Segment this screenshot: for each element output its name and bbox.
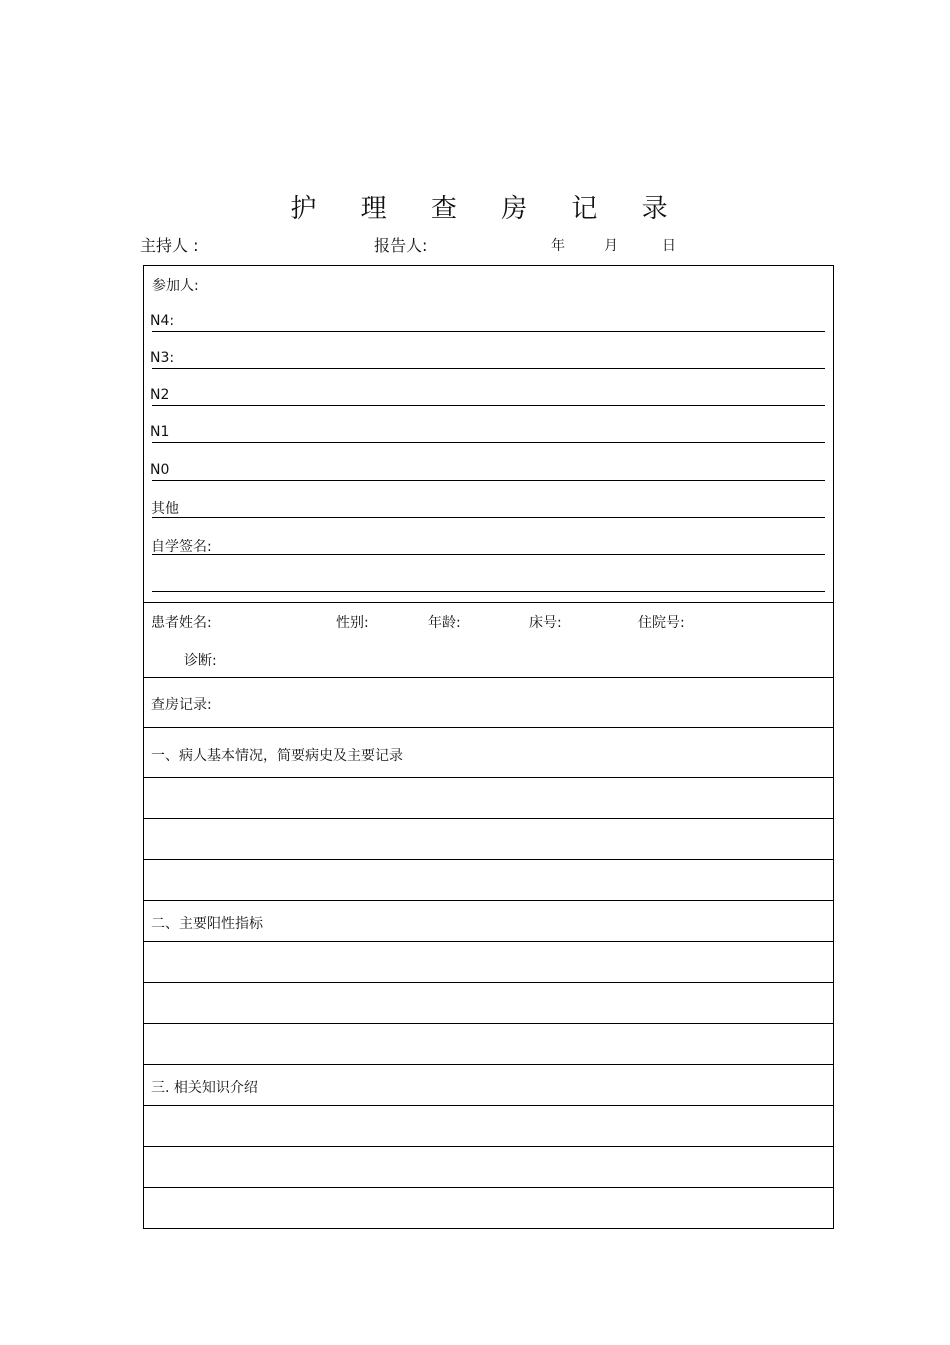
table-row-line [144, 900, 833, 901]
month-label: 月 [604, 238, 618, 254]
rounds-record-label: 查房记录: [151, 697, 212, 713]
reporter-label: 报告人: [374, 236, 428, 255]
admission-number-label: 住院号: [638, 615, 685, 631]
participant-line-other[interactable] [152, 517, 825, 518]
participant-line-n3[interactable] [152, 368, 825, 369]
participant-line-n4[interactable] [152, 331, 825, 332]
bed-number-label: 床号: [529, 615, 562, 631]
section-basic-info-heading: 一、病人基本情况，简要病史及主要记录 [151, 748, 403, 764]
table-row-line [144, 1187, 833, 1188]
table-row-line [144, 1146, 833, 1147]
day-label: 日 [662, 238, 676, 254]
table-row-line [144, 777, 833, 778]
year-label: 年 [551, 238, 565, 254]
participant-row-n1: N1 [150, 424, 170, 440]
table-row-line [144, 1064, 833, 1065]
table-row-line [144, 1023, 833, 1024]
participant-line-n2[interactable] [152, 405, 825, 406]
diagnosis-label: 诊断: [184, 653, 217, 669]
participant-row-n2: N2 [150, 387, 170, 403]
page-title: 护 理 查 房 记 录 [290, 194, 686, 224]
participant-row-n0: N0 [150, 462, 170, 478]
table-row-line [144, 941, 833, 942]
record-form [143, 265, 834, 1229]
participants-label: 参加人: [152, 278, 199, 294]
section-divider [144, 602, 833, 603]
section-positive-indicators-heading: 二、主要阳性指标 [151, 916, 263, 932]
participant-row-n3: N3: [150, 350, 175, 366]
gender-label: 性别: [336, 615, 369, 631]
table-row-line [144, 818, 833, 819]
table-row-line [144, 859, 833, 860]
patient-name-label: 患者姓名: [151, 615, 212, 631]
self-study-signature-label: 自学签名: [151, 539, 212, 555]
section-divider [144, 727, 833, 728]
host-label: 主持人 : [140, 236, 199, 255]
age-label: 年龄: [428, 615, 461, 631]
participant-line-n1[interactable] [152, 442, 825, 443]
participant-row-other: 其他 [151, 501, 179, 517]
signature-line-1[interactable] [152, 554, 825, 555]
participant-row-n4: N4: [150, 313, 175, 329]
signature-line-2[interactable] [152, 591, 825, 592]
section-divider [144, 677, 833, 678]
table-row-line [144, 982, 833, 983]
table-row-line [144, 1105, 833, 1106]
section-related-knowledge-heading: 三. 相关知识介绍 [151, 1080, 258, 1096]
participant-line-n0[interactable] [152, 480, 825, 481]
